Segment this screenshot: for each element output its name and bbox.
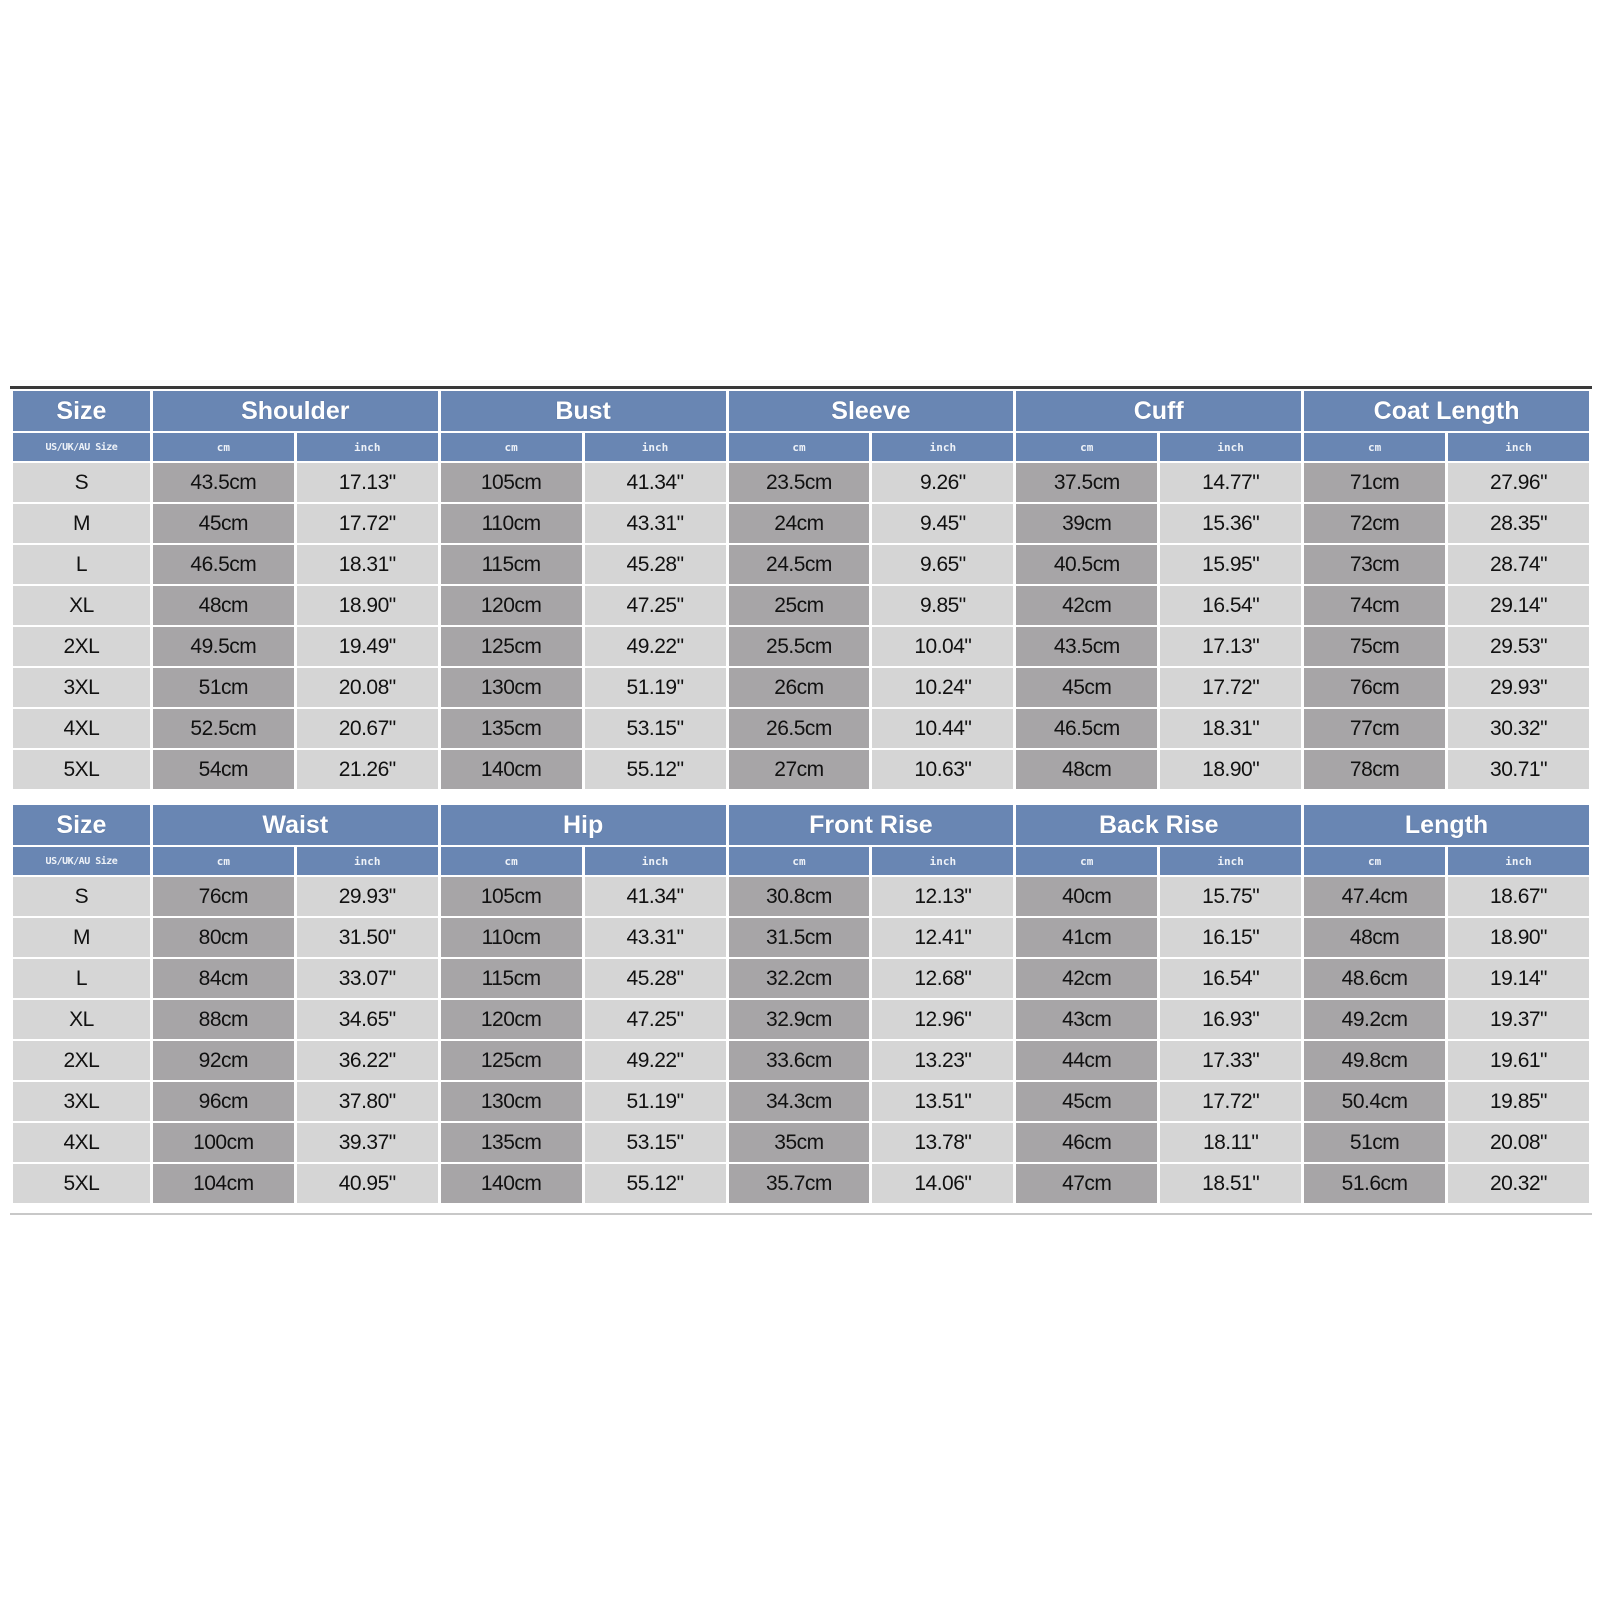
cm-value-cell: 49.5cm <box>153 627 294 666</box>
cm-value-cell: 125cm <box>441 1041 582 1080</box>
inch-value-cell: 17.72" <box>297 504 438 543</box>
cm-value-cell: 104cm <box>153 1164 294 1203</box>
inch-value-cell: 18.90" <box>1448 918 1589 957</box>
inch-value-cell: 19.37" <box>1448 1000 1589 1039</box>
table-row <box>13 668 1589 707</box>
cm-value-cell: 120cm <box>441 586 582 625</box>
cm-value-cell: 135cm <box>441 709 582 748</box>
inch-value-cell: 15.75" <box>1160 877 1301 916</box>
cm-value-cell: 135cm <box>441 1123 582 1162</box>
cm-value-cell: 76cm <box>1304 668 1445 707</box>
cm-value-cell: 26.5cm <box>729 709 870 748</box>
header-row <box>13 391 1589 431</box>
cm-value-cell: 75cm <box>1304 627 1445 666</box>
cm-value-cell: 130cm <box>441 668 582 707</box>
inch-value-cell: 31.50" <box>297 918 438 957</box>
cm-value-cell: 25cm <box>729 586 870 625</box>
measurement-header: Bust <box>441 391 726 431</box>
cm-value-cell: 41cm <box>1016 918 1157 957</box>
size-label-cell: XL <box>13 1000 150 1039</box>
inch-value-cell: 47.25" <box>585 586 726 625</box>
inch-value-cell: 29.53" <box>1448 627 1589 666</box>
inch-value-cell: 18.90" <box>1160 750 1301 789</box>
inch-value-cell: 13.78" <box>872 1123 1013 1162</box>
cm-value-cell: 46.5cm <box>1016 709 1157 748</box>
cm-value-cell: 130cm <box>441 1082 582 1121</box>
cm-value-cell: 120cm <box>441 1000 582 1039</box>
table-row <box>13 918 1589 957</box>
unit-inch-label: inch <box>872 847 1013 875</box>
unit-cm-label: cm <box>441 847 582 875</box>
inch-value-cell: 30.32" <box>1448 709 1589 748</box>
inch-value-cell: 16.15" <box>1160 918 1301 957</box>
cm-value-cell: 110cm <box>441 504 582 543</box>
inch-value-cell: 29.93" <box>297 877 438 916</box>
measurement-header: Shoulder <box>153 391 438 431</box>
size-label-cell: 3XL <box>13 1082 150 1121</box>
unit-cm-label: cm <box>1304 433 1445 461</box>
unit-inch-label: inch <box>1160 433 1301 461</box>
cm-value-cell: 42cm <box>1016 959 1157 998</box>
size-label-cell: 3XL <box>13 668 150 707</box>
bottom-divider <box>10 1213 1592 1215</box>
inch-value-cell: 41.34" <box>585 877 726 916</box>
table-row <box>13 877 1589 916</box>
unit-inch-label: inch <box>1448 847 1589 875</box>
cm-value-cell: 92cm <box>153 1041 294 1080</box>
inch-value-cell: 17.72" <box>1160 1082 1301 1121</box>
cm-value-cell: 26cm <box>729 668 870 707</box>
inch-value-cell: 34.65" <box>297 1000 438 1039</box>
inch-value-cell: 20.08" <box>1448 1123 1589 1162</box>
size-label-cell: M <box>13 918 150 957</box>
table-row <box>13 1082 1589 1121</box>
inch-value-cell: 19.85" <box>1448 1082 1589 1121</box>
cm-value-cell: 45cm <box>1016 668 1157 707</box>
inch-value-cell: 9.85" <box>872 586 1013 625</box>
cm-value-cell: 33.6cm <box>729 1041 870 1080</box>
inch-value-cell: 53.15" <box>585 709 726 748</box>
cm-value-cell: 47cm <box>1016 1164 1157 1203</box>
cm-value-cell: 34.3cm <box>729 1082 870 1121</box>
measurement-header: Waist <box>153 805 438 845</box>
measurement-header: Length <box>1304 805 1589 845</box>
inch-value-cell: 51.19" <box>585 1082 726 1121</box>
cm-value-cell: 24.5cm <box>729 545 870 584</box>
inch-value-cell: 36.22" <box>297 1041 438 1080</box>
cm-value-cell: 51cm <box>153 668 294 707</box>
inch-value-cell: 20.08" <box>297 668 438 707</box>
table-row <box>13 1164 1589 1203</box>
inch-value-cell: 53.15" <box>585 1123 726 1162</box>
inch-value-cell: 55.12" <box>585 750 726 789</box>
unit-inch-label: inch <box>872 433 1013 461</box>
inch-value-cell: 19.61" <box>1448 1041 1589 1080</box>
unit-cm-label: cm <box>1016 433 1157 461</box>
cm-value-cell: 24cm <box>729 504 870 543</box>
size-column-header: Size <box>13 391 150 431</box>
inch-value-cell: 9.26" <box>872 463 1013 502</box>
inch-value-cell: 21.26" <box>297 750 438 789</box>
inch-value-cell: 15.95" <box>1160 545 1301 584</box>
table-row <box>13 545 1589 584</box>
bottom-size-table <box>10 803 1592 1205</box>
size-label-cell: L <box>13 959 150 998</box>
cm-value-cell: 96cm <box>153 1082 294 1121</box>
cm-value-cell: 52.5cm <box>153 709 294 748</box>
size-label-cell: M <box>13 504 150 543</box>
cm-value-cell: 39cm <box>1016 504 1157 543</box>
unit-cm-label: cm <box>1304 847 1445 875</box>
cm-value-cell: 72cm <box>1304 504 1445 543</box>
unit-cm-label: cm <box>1016 847 1157 875</box>
cm-value-cell: 71cm <box>1304 463 1445 502</box>
inch-value-cell: 40.95" <box>297 1164 438 1203</box>
measurement-header: Hip <box>441 805 726 845</box>
cm-value-cell: 48cm <box>1016 750 1157 789</box>
unit-inch-label: inch <box>297 847 438 875</box>
inch-value-cell: 12.96" <box>872 1000 1013 1039</box>
cm-value-cell: 45cm <box>153 504 294 543</box>
inch-value-cell: 41.34" <box>585 463 726 502</box>
inch-value-cell: 27.96" <box>1448 463 1589 502</box>
size-system-label: US/UK/AU Size <box>13 847 150 875</box>
unit-header-row <box>13 847 1589 875</box>
cm-value-cell: 78cm <box>1304 750 1445 789</box>
size-label-cell: 5XL <box>13 1164 150 1203</box>
inch-value-cell: 30.71" <box>1448 750 1589 789</box>
measurement-header: Cuff <box>1016 391 1301 431</box>
table-row <box>13 1123 1589 1162</box>
inch-value-cell: 9.65" <box>872 545 1013 584</box>
cm-value-cell: 40.5cm <box>1016 545 1157 584</box>
cm-value-cell: 48cm <box>1304 918 1445 957</box>
inch-value-cell: 10.63" <box>872 750 1013 789</box>
cm-value-cell: 105cm <box>441 877 582 916</box>
inch-value-cell: 49.22" <box>585 1041 726 1080</box>
unit-inch-label: inch <box>1448 433 1589 461</box>
inch-value-cell: 17.13" <box>1160 627 1301 666</box>
cm-value-cell: 50.4cm <box>1304 1082 1445 1121</box>
inch-value-cell: 18.67" <box>1448 877 1589 916</box>
inch-value-cell: 16.54" <box>1160 586 1301 625</box>
inch-value-cell: 16.93" <box>1160 1000 1301 1039</box>
cm-value-cell: 43.5cm <box>1016 627 1157 666</box>
unit-inch-label: inch <box>297 433 438 461</box>
inch-value-cell: 55.12" <box>585 1164 726 1203</box>
cm-value-cell: 54cm <box>153 750 294 789</box>
size-label-cell: S <box>13 877 150 916</box>
cm-value-cell: 46cm <box>1016 1123 1157 1162</box>
cm-value-cell: 100cm <box>153 1123 294 1162</box>
inch-value-cell: 20.32" <box>1448 1164 1589 1203</box>
inch-value-cell: 17.72" <box>1160 668 1301 707</box>
cm-value-cell: 84cm <box>153 959 294 998</box>
cm-value-cell: 74cm <box>1304 586 1445 625</box>
unit-cm-label: cm <box>729 847 870 875</box>
cm-value-cell: 27cm <box>729 750 870 789</box>
cm-value-cell: 35.7cm <box>729 1164 870 1203</box>
cm-value-cell: 47.4cm <box>1304 877 1445 916</box>
cm-value-cell: 73cm <box>1304 545 1445 584</box>
inch-value-cell: 29.93" <box>1448 668 1589 707</box>
size-label-cell: XL <box>13 586 150 625</box>
cm-value-cell: 49.8cm <box>1304 1041 1445 1080</box>
inch-value-cell: 12.13" <box>872 877 1013 916</box>
cm-value-cell: 105cm <box>441 463 582 502</box>
table-row <box>13 627 1589 666</box>
size-label-cell: 4XL <box>13 1123 150 1162</box>
table-row <box>13 750 1589 789</box>
inch-value-cell: 14.06" <box>872 1164 1013 1203</box>
cm-value-cell: 125cm <box>441 627 582 666</box>
cm-value-cell: 45cm <box>1016 1082 1157 1121</box>
unit-header-row <box>13 433 1589 461</box>
table-row <box>13 586 1589 625</box>
inch-value-cell: 16.54" <box>1160 959 1301 998</box>
unit-cm-label: cm <box>441 433 582 461</box>
measurement-header: Coat Length <box>1304 391 1589 431</box>
table-row <box>13 1000 1589 1039</box>
inch-value-cell: 39.37" <box>297 1123 438 1162</box>
cm-value-cell: 43.5cm <box>153 463 294 502</box>
inch-value-cell: 45.28" <box>585 545 726 584</box>
measurement-header: Front Rise <box>729 805 1014 845</box>
size-system-label: US/UK/AU Size <box>13 433 150 461</box>
cm-value-cell: 42cm <box>1016 586 1157 625</box>
unit-cm-label: cm <box>153 433 294 461</box>
unit-cm-label: cm <box>153 847 294 875</box>
inch-value-cell: 13.23" <box>872 1041 1013 1080</box>
table-row <box>13 1041 1589 1080</box>
inch-value-cell: 18.31" <box>1160 709 1301 748</box>
cm-value-cell: 30.8cm <box>729 877 870 916</box>
cm-value-cell: 76cm <box>153 877 294 916</box>
inch-value-cell: 51.19" <box>585 668 726 707</box>
cm-value-cell: 46.5cm <box>153 545 294 584</box>
inch-value-cell: 12.68" <box>872 959 1013 998</box>
inch-value-cell: 15.36" <box>1160 504 1301 543</box>
top-size-table <box>10 389 1592 791</box>
measurement-header: Sleeve <box>729 391 1014 431</box>
inch-value-cell: 43.31" <box>585 504 726 543</box>
table-row <box>13 709 1589 748</box>
inch-value-cell: 28.74" <box>1448 545 1589 584</box>
inch-value-cell: 43.31" <box>585 918 726 957</box>
table-row <box>13 959 1589 998</box>
inch-value-cell: 18.11" <box>1160 1123 1301 1162</box>
inch-value-cell: 47.25" <box>585 1000 726 1039</box>
inch-value-cell: 10.24" <box>872 668 1013 707</box>
cm-value-cell: 48.6cm <box>1304 959 1445 998</box>
cm-value-cell: 40cm <box>1016 877 1157 916</box>
cm-value-cell: 88cm <box>153 1000 294 1039</box>
inch-value-cell: 33.07" <box>297 959 438 998</box>
inch-value-cell: 18.51" <box>1160 1164 1301 1203</box>
cm-value-cell: 32.9cm <box>729 1000 870 1039</box>
inch-value-cell: 28.35" <box>1448 504 1589 543</box>
inch-value-cell: 10.04" <box>872 627 1013 666</box>
cm-value-cell: 140cm <box>441 1164 582 1203</box>
size-label-cell: 5XL <box>13 750 150 789</box>
unit-inch-label: inch <box>585 433 726 461</box>
cm-value-cell: 77cm <box>1304 709 1445 748</box>
unit-inch-label: inch <box>585 847 726 875</box>
size-label-cell: 2XL <box>13 627 150 666</box>
size-label-cell: S <box>13 463 150 502</box>
inch-value-cell: 29.14" <box>1448 586 1589 625</box>
inch-value-cell: 10.44" <box>872 709 1013 748</box>
inch-value-cell: 18.90" <box>297 586 438 625</box>
inch-value-cell: 12.41" <box>872 918 1013 957</box>
inch-value-cell: 45.28" <box>585 959 726 998</box>
inch-value-cell: 13.51" <box>872 1082 1013 1121</box>
cm-value-cell: 48cm <box>153 586 294 625</box>
measurement-header: Back Rise <box>1016 805 1301 845</box>
table-row <box>13 504 1589 543</box>
cm-value-cell: 115cm <box>441 959 582 998</box>
size-label-cell: 2XL <box>13 1041 150 1080</box>
inch-value-cell: 14.77" <box>1160 463 1301 502</box>
inch-value-cell: 37.80" <box>297 1082 438 1121</box>
inch-value-cell: 17.13" <box>297 463 438 502</box>
cm-value-cell: 35cm <box>729 1123 870 1162</box>
unit-cm-label: cm <box>729 433 870 461</box>
inch-value-cell: 18.31" <box>297 545 438 584</box>
cm-value-cell: 23.5cm <box>729 463 870 502</box>
cm-value-cell: 80cm <box>153 918 294 957</box>
header-row <box>13 805 1589 845</box>
inch-value-cell: 19.14" <box>1448 959 1589 998</box>
inch-value-cell: 49.22" <box>585 627 726 666</box>
cm-value-cell: 51.6cm <box>1304 1164 1445 1203</box>
cm-value-cell: 37.5cm <box>1016 463 1157 502</box>
cm-value-cell: 25.5cm <box>729 627 870 666</box>
inch-value-cell: 19.49" <box>297 627 438 666</box>
size-label-cell: 4XL <box>13 709 150 748</box>
cm-value-cell: 49.2cm <box>1304 1000 1445 1039</box>
cm-value-cell: 140cm <box>441 750 582 789</box>
unit-inch-label: inch <box>1160 847 1301 875</box>
cm-value-cell: 110cm <box>441 918 582 957</box>
table-row <box>13 463 1589 502</box>
inch-value-cell: 17.33" <box>1160 1041 1301 1080</box>
cm-value-cell: 115cm <box>441 545 582 584</box>
inch-value-cell: 9.45" <box>872 504 1013 543</box>
cm-value-cell: 51cm <box>1304 1123 1445 1162</box>
size-label-cell: L <box>13 545 150 584</box>
cm-value-cell: 31.5cm <box>729 918 870 957</box>
cm-value-cell: 32.2cm <box>729 959 870 998</box>
cm-value-cell: 43cm <box>1016 1000 1157 1039</box>
inch-value-cell: 20.67" <box>297 709 438 748</box>
cm-value-cell: 44cm <box>1016 1041 1157 1080</box>
size-column-header: Size <box>13 805 150 845</box>
